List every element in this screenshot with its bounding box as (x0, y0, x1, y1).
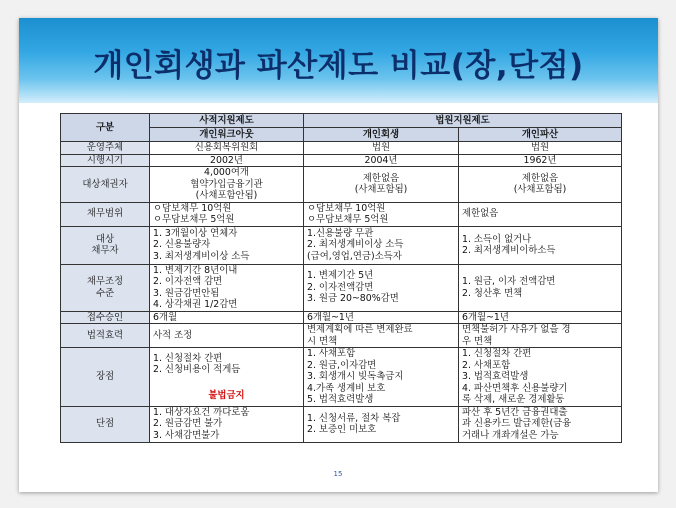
cell-workout (150, 264, 304, 311)
page-number: 15 (333, 470, 343, 478)
header-rehab: 개인회생 (304, 128, 459, 142)
cell-line: ㅇ무담보채무 5억원 (153, 214, 235, 225)
cell-line: 1. 신청서류, 절차 복잡 (307, 412, 401, 424)
cell-line: 1962년 (523, 154, 557, 166)
cell-line: 신용회복위원회 (194, 142, 259, 153)
cell-line: 2002년 (210, 154, 243, 166)
cell-line: 단점 (95, 418, 115, 430)
title-banner (19, 18, 658, 103)
header-private-group: 사적지원제도 (150, 114, 304, 128)
cell-line: 1. 3개월이상 연체자 (153, 227, 238, 239)
cell-line: 3. 사채감면불가 (153, 429, 220, 441)
cell-line: 2. 원금감면 불가 (153, 418, 223, 430)
cell-line: 2. 청산후 면책 (462, 287, 523, 299)
cell-line: 대상 (95, 233, 115, 245)
header-category: 구분 (61, 114, 150, 142)
cell-line: 2. 신용불량자 (153, 239, 211, 251)
table-row (61, 264, 622, 311)
cell-bankruptcy (459, 406, 622, 442)
cell-rehab (304, 202, 459, 226)
cell-line: 거래나 개좌개설은 가능 (462, 429, 559, 441)
cell-line: 3. 원금 20~80%감면 (307, 293, 399, 305)
cell-workout (150, 311, 304, 324)
cell-line: 사적 조정 (153, 329, 193, 341)
cell-line: 1. 변제기간 8년이내 (153, 264, 238, 276)
cell-line: 2. 원금,이자감면 (307, 359, 377, 371)
cell-line: (사채포함안됨) (195, 190, 258, 201)
cell-line: 2004년 (364, 154, 398, 166)
row-label (61, 348, 150, 407)
comparison-table (60, 113, 622, 443)
cell-line: 제한없음 (362, 172, 400, 184)
cell-rehab (304, 264, 459, 311)
table-row (61, 226, 622, 264)
cell-bankruptcy (459, 348, 622, 407)
cell-rehab (304, 142, 459, 155)
cell-line: 2. 최저생계비이상 소득 (307, 239, 404, 251)
header-court-group: 법원지원제도 (304, 114, 622, 128)
cell-line: 접수승인 (86, 311, 124, 323)
row-label (61, 154, 150, 167)
table-row (61, 324, 622, 348)
cell-bankruptcy (459, 202, 622, 226)
cell-line: 1. 원금, 이자 전액감면 (462, 276, 556, 287)
cell-line: 2. 보증인 미보호 (307, 424, 377, 435)
illegal-ban-note: 불법금지 (208, 389, 245, 401)
cell-line: (사채포함됨) (513, 184, 567, 196)
cell-workout (150, 142, 304, 155)
table-row (61, 142, 622, 155)
row-label (61, 406, 150, 442)
cell-line: 과 신용카드 발급제한(금융 (462, 418, 572, 430)
cell-line: 1. 변제기간 5년 (307, 270, 374, 282)
cell-line: 2. 신청비용이 적게듬 (153, 364, 241, 375)
cell-bankruptcy (459, 154, 622, 167)
cell-line: 3. 법적효력발생 (462, 371, 529, 382)
cell-line: 1. 대상자요건 까다로움 (153, 406, 250, 418)
slide (19, 18, 658, 492)
cell-line: 3. 최저생계비이상 소득 (153, 250, 250, 262)
table-row (61, 202, 622, 226)
cell-line: 1. 신청절차 간편 (462, 348, 532, 359)
cell-workout (150, 348, 304, 407)
cell-line: ㅇ무담보채무 5억원 (307, 214, 389, 225)
cell-line: 법적효력 (86, 329, 124, 341)
cell-line: 3. 회생개시 빚독촉금지 (307, 371, 404, 382)
cell-line: 4.가족 생계비 보호 (307, 382, 386, 394)
header-bankruptcy: 개인파산 (459, 128, 622, 142)
cell-line: 우 면책 (462, 335, 493, 347)
row-label (61, 311, 150, 324)
cell-rehab (304, 154, 459, 167)
cell-line: 4,000여개 (204, 167, 249, 178)
cell-line: 대상채권자 (82, 178, 128, 190)
cell-rehab (304, 406, 459, 442)
cell-line: 채무자 (91, 245, 119, 256)
cell-workout (150, 202, 304, 226)
cell-line: 제한없음 (462, 208, 499, 220)
table-row (61, 154, 622, 167)
cell-rehab (304, 311, 459, 324)
table-row (61, 348, 622, 407)
cell-line: 6개월 (153, 311, 178, 323)
cell-line: 1. 소득이 없거나 (462, 233, 532, 245)
cell-rehab (304, 226, 459, 264)
cell-line: ㅇ담보채무 10억원 (153, 202, 232, 214)
cell-line: 변제계획에 따른 변제완료 (307, 324, 413, 335)
cell-bankruptcy (459, 167, 622, 203)
cell-line: 파산 후 5년간 금융권대출 (462, 406, 568, 418)
cell-line: 5. 법적효력발생 (307, 394, 374, 405)
cell-rehab (304, 348, 459, 407)
cell-line: 2. 최저생계비이하소득 (462, 245, 556, 256)
table-row (61, 406, 622, 442)
cell-line: 시 면책 (307, 335, 338, 347)
cell-line: 채무조정 (86, 276, 124, 287)
cell-line: 운영주체 (86, 142, 124, 153)
cell-line: 법원 (371, 142, 391, 153)
cell-line: 면책불허가 사유가 없을 경 (462, 324, 571, 335)
row-label (61, 324, 150, 348)
cell-line: 4. 파산면책후 신용불량기 (462, 382, 568, 394)
cell-bankruptcy (459, 324, 622, 348)
cell-line: 1. 신청절차 간편 (153, 352, 223, 364)
cell-bankruptcy (459, 142, 622, 155)
cell-line: 장점 (95, 371, 115, 382)
table-row (61, 311, 622, 324)
cell-line: 시행시기 (86, 154, 124, 166)
cell-line: 제한없음 (521, 172, 559, 184)
cell-line: 1.신용불량 무관 (307, 227, 374, 239)
cell-line: 2. 이자전액 감면 (153, 276, 223, 287)
cell-line: 2. 사채포함 (462, 359, 511, 371)
cell-line: (사채포함됨) (354, 184, 408, 196)
cell-workout (150, 406, 304, 442)
slide-title: 개인회생과 파산제도 비교(장,단점) (93, 48, 584, 84)
row-label (61, 264, 150, 311)
cell-rehab (304, 167, 459, 203)
cell-line: 6개월~1년 (307, 311, 354, 323)
row-label (61, 226, 150, 264)
cell-workout (150, 226, 304, 264)
header-workout: 개인워크아웃 (150, 128, 304, 142)
cell-line: ㅇ담보채무 10억원 (307, 202, 386, 214)
cell-bankruptcy (459, 226, 622, 264)
cell-workout (150, 324, 304, 348)
cell-line: 법원 (530, 142, 550, 153)
cell-line: 록 삭제, 새로운 경제활동 (462, 394, 565, 405)
cell-rehab (304, 324, 459, 348)
row-label (61, 142, 150, 155)
cell-line: 6개월~1년 (462, 311, 509, 323)
row-label (61, 202, 150, 226)
cell-workout (150, 167, 304, 203)
cell-bankruptcy (459, 311, 622, 324)
cell-line: 협약가입금융기관 (190, 178, 263, 190)
row-label (61, 167, 150, 203)
cell-line: 2. 이자전액감면 (307, 281, 374, 293)
cell-bankruptcy (459, 264, 622, 311)
cell-line: 3. 원금감면안됨 (153, 287, 220, 299)
cell-line: (급여,영업,연금)소득자 (307, 250, 402, 262)
cell-line: 4. 상각채권 1/2감면 (153, 299, 238, 310)
cell-workout (150, 154, 304, 167)
table-row (61, 167, 622, 203)
cell-line: 수준 (95, 287, 115, 299)
cell-line: 1. 사채포함 (307, 348, 356, 359)
cell-line: 채무범위 (86, 208, 124, 220)
